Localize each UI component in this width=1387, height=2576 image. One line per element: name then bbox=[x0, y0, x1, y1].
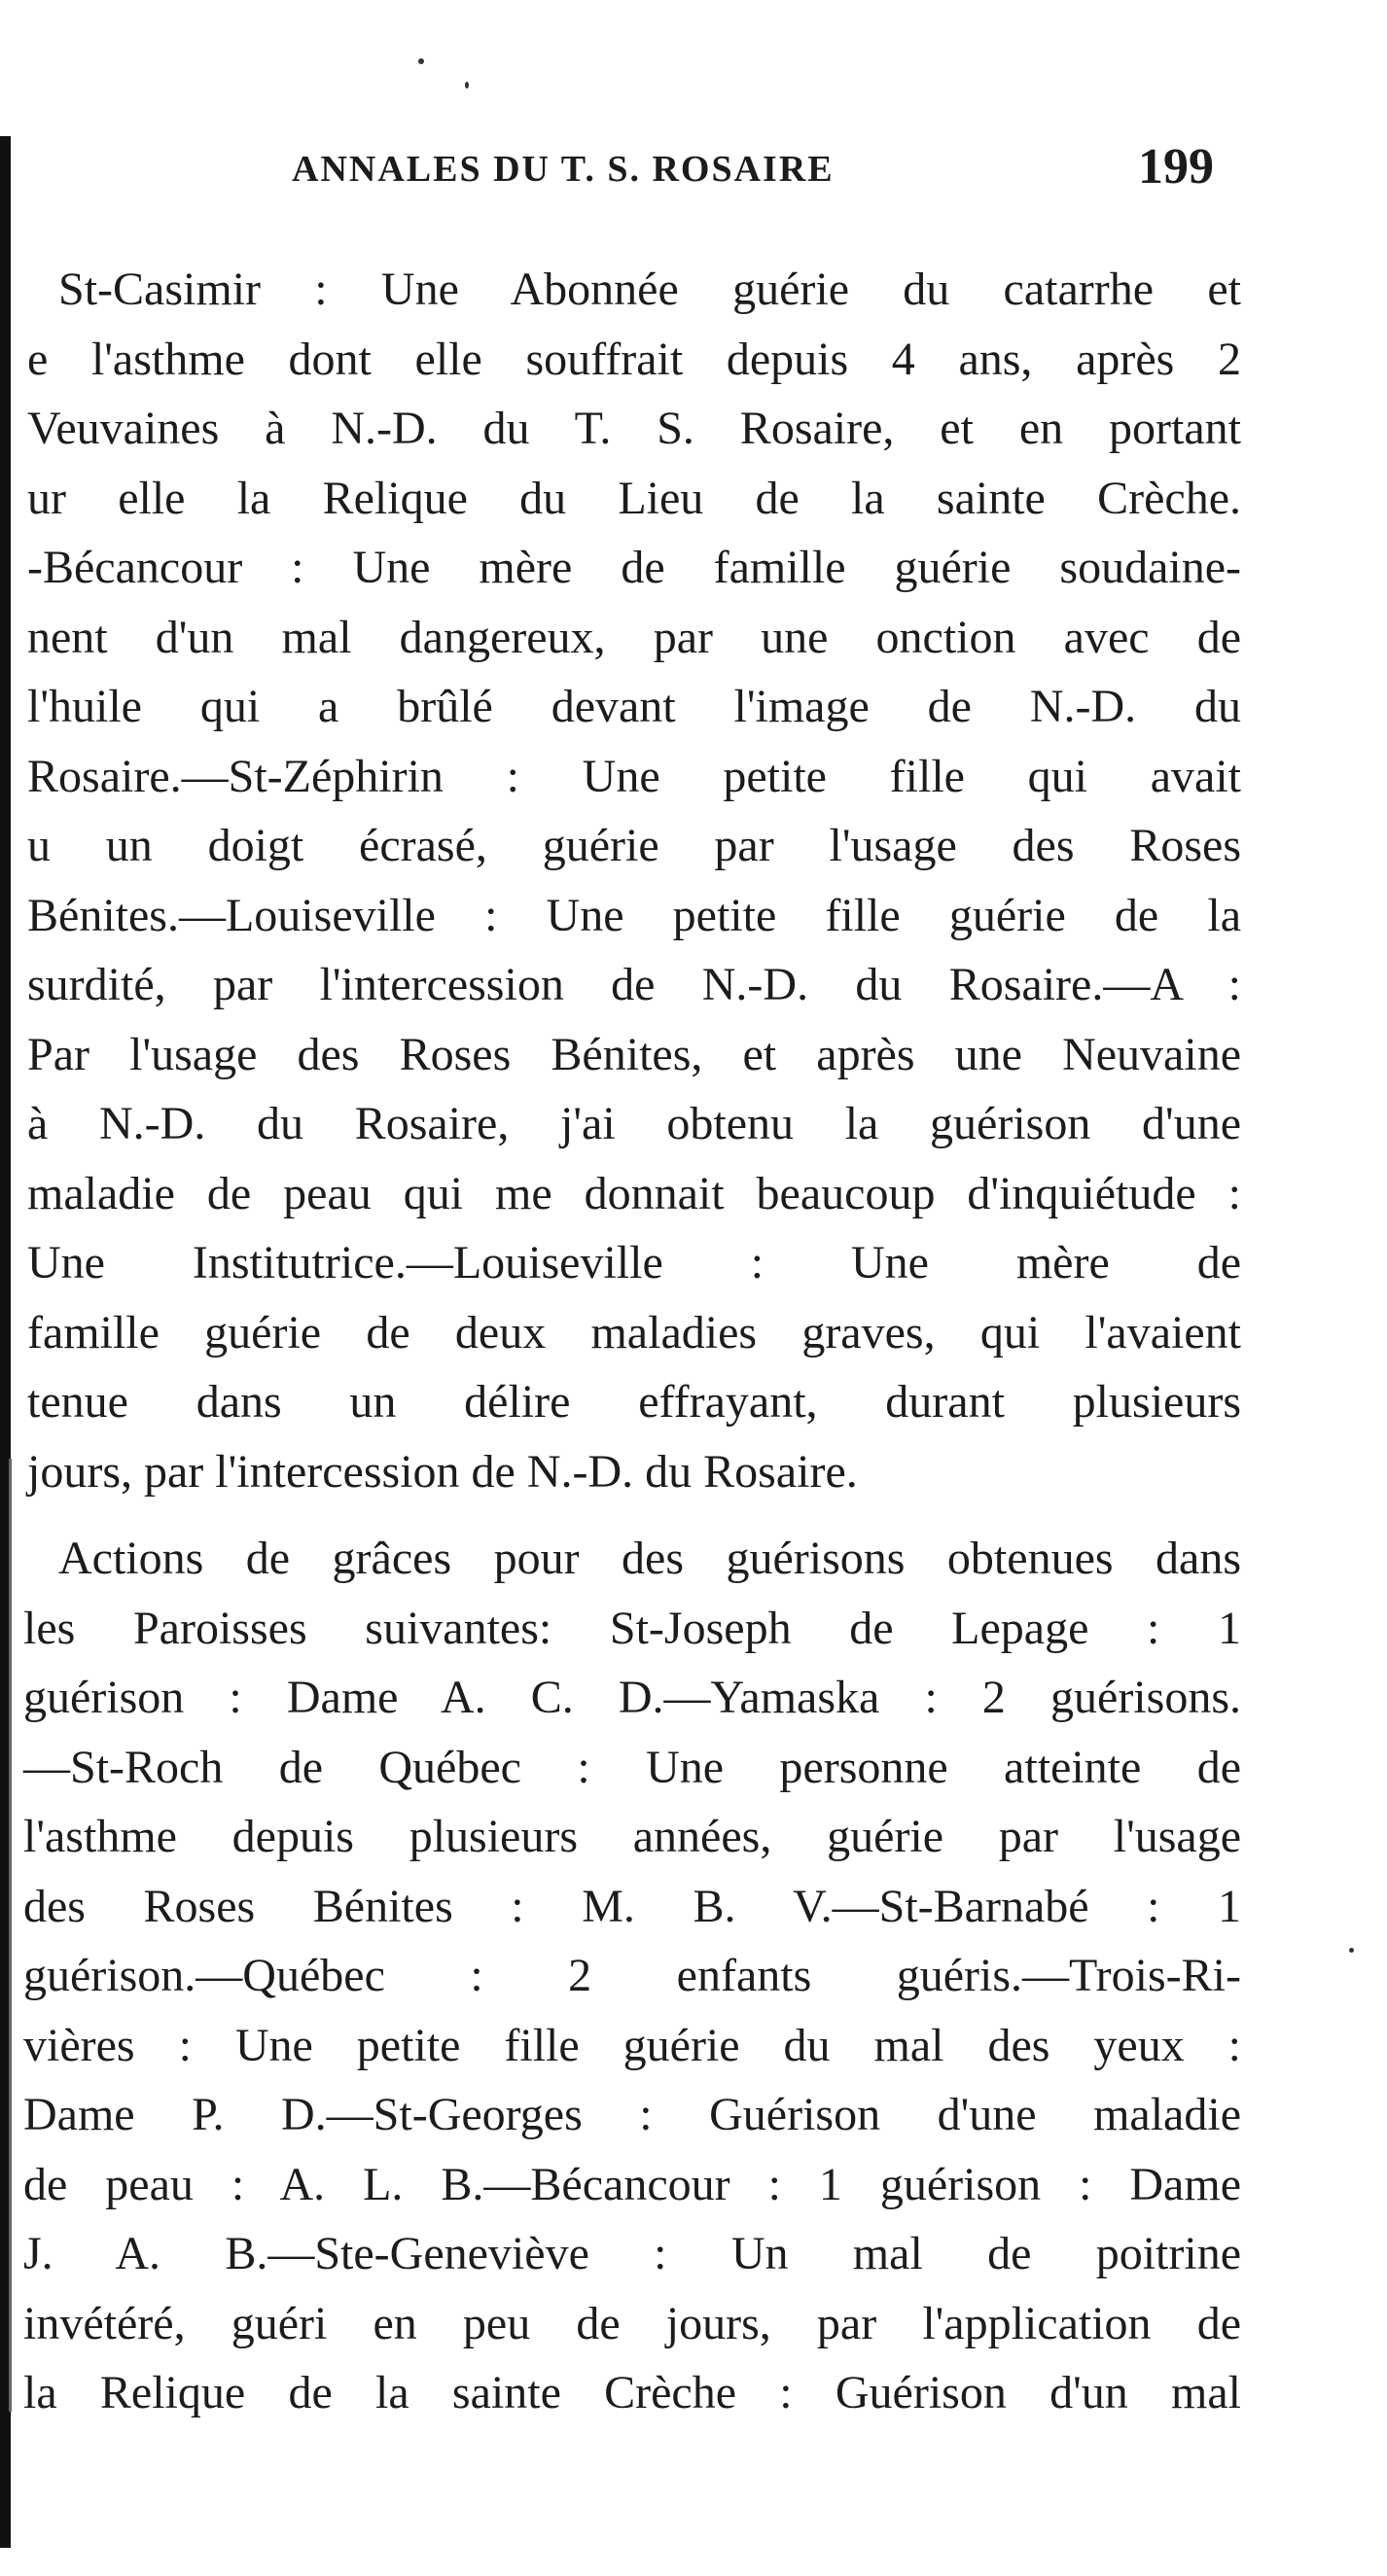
text-line: nent d'un mal dangereux, par une onction avec de bbox=[27, 611, 1241, 663]
text-line: St-Casimir : Une Abonnée guérie du catarrhe et bbox=[58, 264, 1241, 315]
text-line: de peau : A. L. B.—Bécancour : 1 guérison : Dame bbox=[23, 2158, 1241, 2210]
text-line: invétéré, guéri en peu de jours, par l'application de bbox=[23, 2297, 1241, 2349]
text-line: Une Institutrice.—Louiseville : Une mère de bbox=[27, 1237, 1241, 1288]
text-line: l'asthme depuis plusieurs années, guérie par l'usage bbox=[23, 1811, 1241, 1862]
text-line: guérison : Dame A. C. D.—Yamaska : 2 guérisons. bbox=[23, 1672, 1241, 1723]
ink-speck bbox=[465, 82, 469, 88]
text-line: Par l'usage des Roses Bénites, et après une Neuvaine bbox=[27, 1028, 1241, 1080]
text-line: les Paroisses suivantes: St-Joseph de Lepage : 1 bbox=[23, 1602, 1241, 1654]
text-line: ur elle la Relique du Lieu de la sainte Crèche. bbox=[27, 472, 1241, 524]
text-line: la Relique de la sainte Crèche : Guérison d'un mal bbox=[23, 2367, 1241, 2418]
text-line: l'huile qui a brûlé devant l'image de N.-D. du bbox=[27, 681, 1241, 732]
text-line: tenue dans un délire effrayant, durant plusieurs bbox=[27, 1376, 1241, 1428]
text-line: Dame P. D.—St-Georges : Guérison d'une maladie bbox=[23, 2089, 1241, 2140]
page-number: 199 bbox=[1138, 139, 1214, 194]
page-header bbox=[0, 126, 1387, 204]
text-line: guérison.—Québec : 2 enfants guéris.—Trois-Ri- bbox=[23, 1950, 1241, 2001]
text-line: Actions de grâces pour des guérisons obtenues dans bbox=[58, 1533, 1241, 1584]
text-line: —St-Roch de Québec : Une personne atteinte de bbox=[23, 1741, 1241, 1793]
text-line: vières : Une petite fille guérie du mal des yeux : bbox=[23, 2019, 1241, 2071]
text-line: u un doigt écrasé, guérie par l'usage des Roses bbox=[27, 820, 1241, 871]
text-line: Bénites.—Louiseville : Une petite fille guérie de la bbox=[27, 889, 1241, 941]
text-line: surdité, par l'intercession de N.-D. du Rosaire.—A : bbox=[27, 959, 1241, 1010]
text-line: maladie de peau qui me donnait beaucoup d'inquiétude : bbox=[27, 1167, 1241, 1219]
text-line: jours, par l'intercession de N.-D. du Rosaire. bbox=[27, 1445, 858, 1498]
body-text bbox=[0, 255, 1387, 2428]
text-line: à N.-D. du Rosaire, j'ai obtenu la guérison d'une bbox=[27, 1098, 1241, 1149]
ink-speck bbox=[418, 58, 424, 64]
text-line: des Roses Bénites : M. B. V.—St-Barnabé : 1 bbox=[23, 1880, 1241, 1932]
text-line: -Bécancour : Une mère de famille guérie soudaine- bbox=[27, 542, 1241, 593]
text-line: e l'asthme dont elle souffrait depuis 4 ans, après 2 bbox=[27, 333, 1241, 385]
text-line: Veuvaines à N.-D. du T. S. Rosaire, et en portant bbox=[27, 403, 1241, 454]
text-line: J. A. B.—Ste-Geneviève : Un mal de poitrine bbox=[23, 2228, 1241, 2279]
running-title: ANNALES DU T. S. ROSAIRE bbox=[292, 149, 835, 190]
text-line: Rosaire.—St-Zéphirin : Une petite fille qui avait bbox=[27, 750, 1241, 802]
text-line: famille guérie de deux maladies graves, qui l'avaient bbox=[27, 1306, 1241, 1359]
